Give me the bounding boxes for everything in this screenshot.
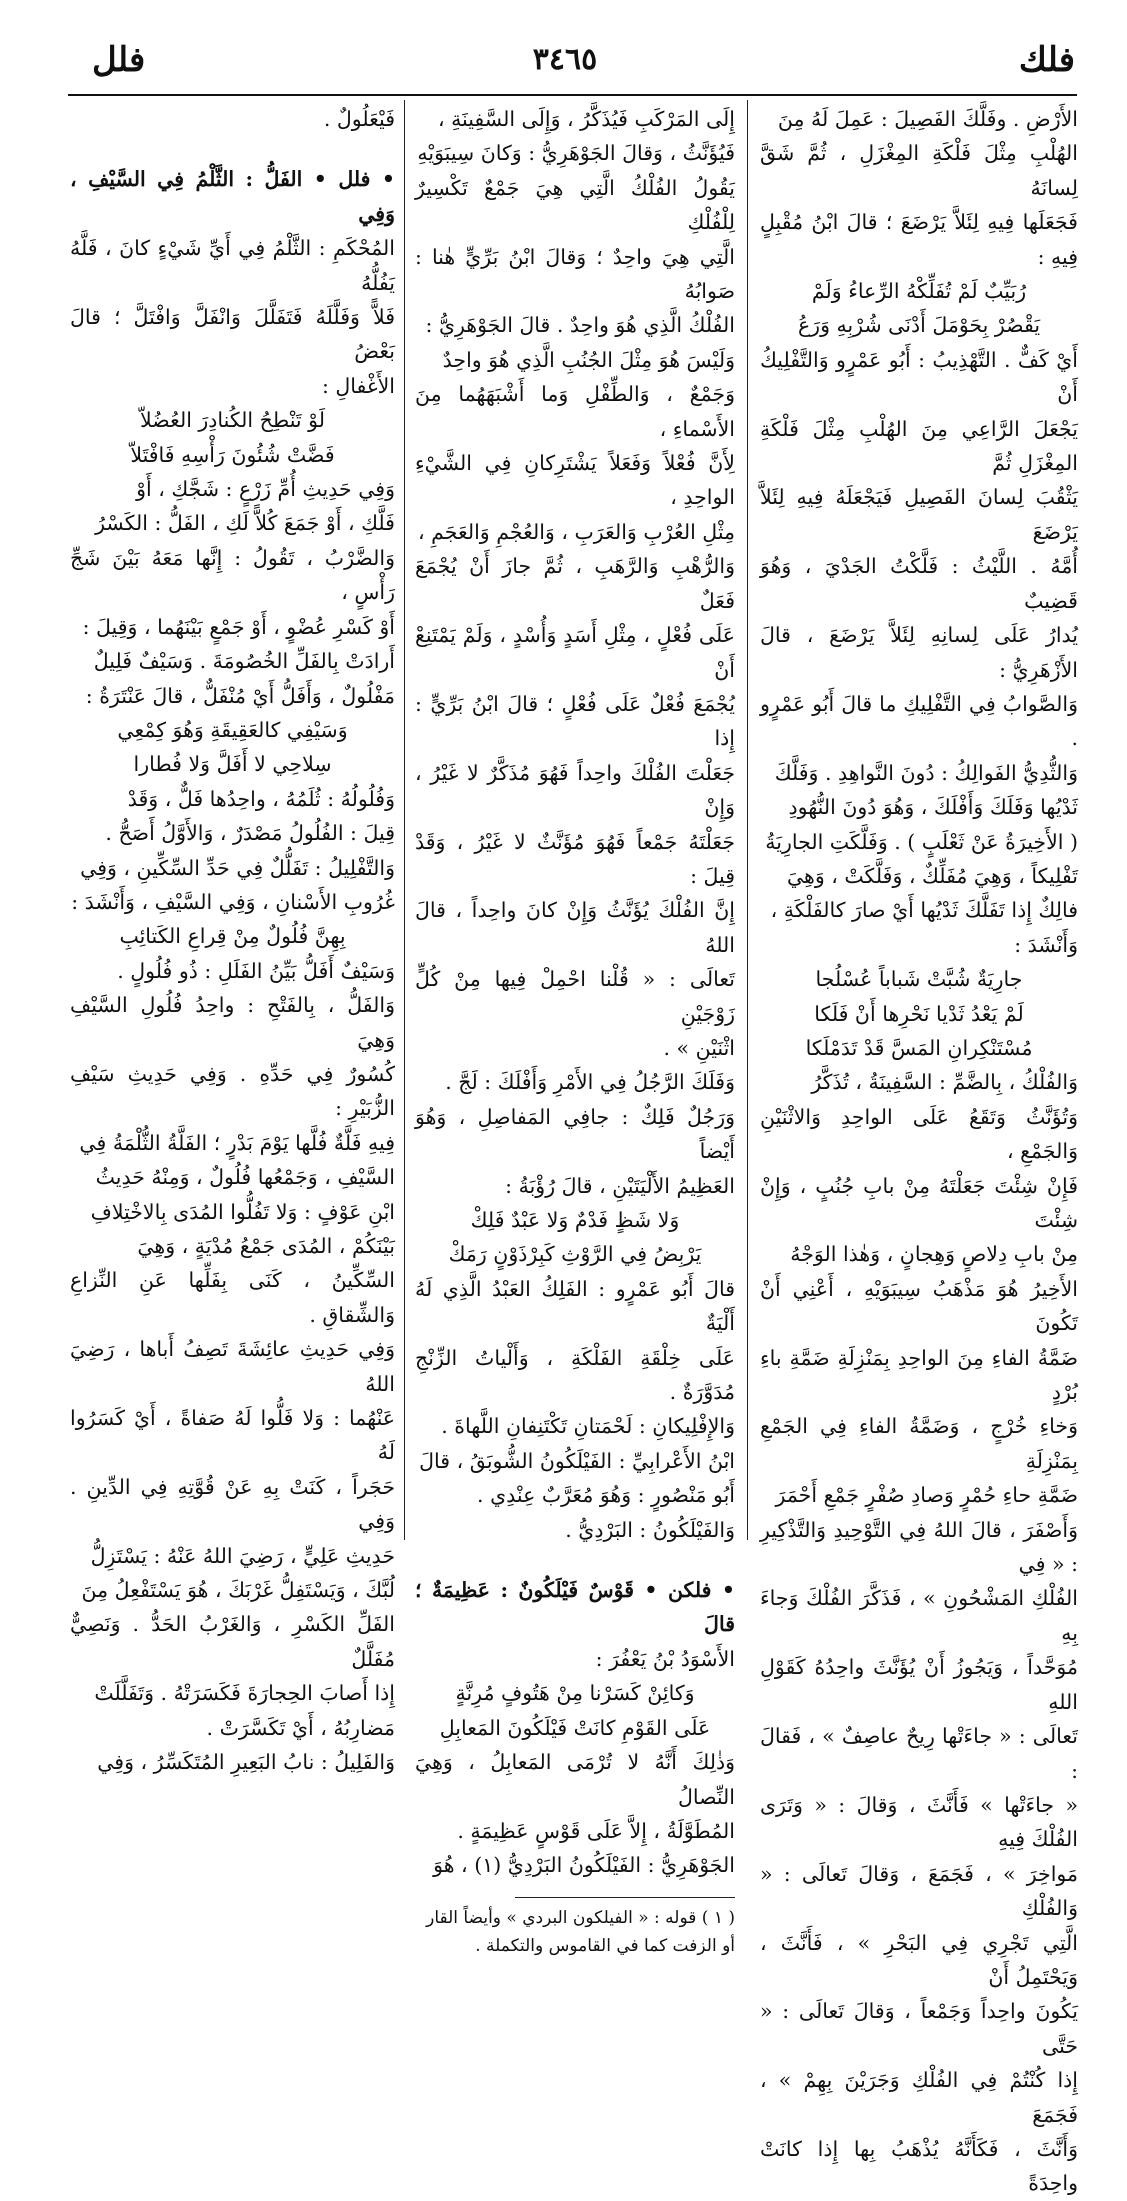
verse-line: سِلاحِي لا أَفَلَّ وَلا فُطارا bbox=[133, 752, 332, 777]
text-line: إِنَّ الفُلْكَ يُؤَنَّثُ وَإِنْ كانَ واحِداً ، قالَ اللهُ bbox=[415, 898, 735, 957]
footnote-rule bbox=[515, 1897, 735, 1898]
text-line: قالَ أَبُو عَمْرٍو : الفَلِكُ العَبْدُ الَّذِي لَهُ أَلْيَةٌ bbox=[415, 1276, 735, 1336]
text-line: مُوَحَّداً ، وَيَجُوزُ أَنْ يُؤَنَّثَ واحِدُهُ كَقَوْلِ اللهِ bbox=[760, 1655, 1078, 1714]
page-header bbox=[0, 30, 1127, 94]
text-line: الفُلْكُ الَّذِي هُوَ واحِدٌ . قالَ الجَوْهَرِيُّ : bbox=[425, 313, 735, 338]
text-line: لِأَنَّ فُعْلاً وَفَعَلاً يَشْتَرِكانِ فِي الشَّيْءِ الواحِدِ ، bbox=[415, 451, 735, 510]
text-line: حَجَراً ، كَنَتْ بِهِ عَنْ قُوَّتِهِ فِي الدِّينِ . وَفِي bbox=[70, 1474, 395, 1534]
text-line: ثَدْيُها وَفَلَكَ وَأَفْلَكَ ، وَهُوَ دُونَ النُّهُودِ bbox=[788, 795, 1078, 820]
verse-line: يَقْصُرْ بِحَوْمَلَ أَدْنَى شُرْبِهِ وَرَعُ bbox=[797, 313, 1041, 338]
text-line: « جاءَتْها » فَأَنَّثَ ، وَقالَ : « وَتَرَى الفُلْكَ فِيهِ bbox=[760, 1792, 1078, 1852]
text-line: عَنْهُما : وَلا فَلُّوا لَهُ صَفاةً ، أَيْ كَسَرُوا لَهُ bbox=[70, 1406, 395, 1465]
text-line: العَظِيمُ الأَلْيَتَيْنِ ، قالَ رُؤْبَةُ : bbox=[505, 1173, 735, 1198]
text-line: فالِكٌ إِذا تَفَلَّكَ ثَدْيُها أَيْ صارَ كالفَلْكَةِ ، bbox=[770, 898, 1078, 923]
entry-heading-line: • فلكن • قَوْسٌ فَيْلَكُونٌ : عَظِيمَةٌ ؛ قالَ bbox=[415, 1578, 735, 1637]
text-line: السَّيْفِ ، وَجَمْعُها فُلُولٌ ، وَمِنْهُ حَدِيثُ bbox=[95, 1165, 395, 1190]
text-line: حَدِيثِ عَلِيٍّ ، رَضِيَ اللهُ عَنْهُ : يَسْتَزِلُّ bbox=[90, 1543, 395, 1568]
text-line: وَجَمْعٌ ، وَالطِّفْلِ وَما أَشْبَهَهُما مِنَ الأَسْماءِ ، bbox=[415, 382, 735, 441]
text-line: جَعَلْتَ الفُلْكَ واحِداً فَهُوَ مُذَكَّرٌ لا غَيْرُ ، وَإِنْ bbox=[415, 760, 735, 820]
text-line: عَلَى فُعْلٍ ، مِثْلِ أَسَدٍ وَأُسْدٍ ، وَلَمْ يَمْتَنِعْ أَنْ bbox=[415, 623, 735, 682]
text-line: إِذا أَصابَ الحِجارَةَ فَكَسَرَتْهُ . وَتَفَلَّلَتْ bbox=[94, 1681, 395, 1706]
text-line: تَعالَى : « جاءَتْها رِيحٌ عاصِفٌ » ، فَقالَ : bbox=[760, 1724, 1078, 1783]
text-line: وَخاءِ خُرْجٍ ، وَضَمَّةُ الفاءِ فِي الجَمْعِ بِمَنْزِلَةِ bbox=[760, 1414, 1078, 1473]
text-line: وَأَصْفَرَ ، قالَ اللهُ فِي التَّوْحِيدِ وَالتَّذْكِيرِ : « فِي bbox=[760, 1517, 1078, 1577]
text-line: وَالتَّفْلِيلُ : تَفَلُّلٌ فِي حَدِّ السِّكِّينِ ، وَفِي bbox=[80, 855, 395, 880]
verse-line: لَمْ يَعْدُ ثَدْيا نَحْرِها أَنْ فَلَكا bbox=[814, 1001, 1024, 1026]
text-line: ضَمَّةُ الفاءِ مِنَ الواحِدِ بِمَنْزِلَةِ ضَمَّةِ باءِ بُرْدٍ bbox=[760, 1345, 1078, 1405]
text-line: فَيُؤَنَّثُ ، وَقالَ الجَوْهَرِيُّ : وَكانَ سِيبَوَيْهِ bbox=[417, 141, 735, 166]
text-line: الفَلِّ الكَسْرِ ، وَالغَرْبُ الحَدُّ . وَنَصِيٌّ مُفَلَّلٌ bbox=[70, 1612, 395, 1671]
text-line: وَالصَّوابُ فِي التَّفْلِيكِ ما قالَ أَبُو عَمْرٍو . bbox=[760, 691, 1078, 751]
text-line: فَلَّكِ ، أَوْ جَمَعَ كُلاًّ لَكِ ، الفَلُّ : الكَسْرُ bbox=[95, 511, 395, 536]
text-line: وَفِي حَدِيثِ أُمِّ زَرْعٍ : شَجَّكِ ، أَوْ bbox=[136, 477, 395, 502]
footnote-line: ( ١ ) قوله : « الفيلكون البردي » وأيضاً القار bbox=[426, 1907, 735, 1928]
text-line: أَرادَتْ بِالفَلِّ الخُصُومَةَ . وَسَيْفٌ فَلِيلٌ bbox=[93, 649, 395, 674]
column-right bbox=[760, 102, 1078, 2196]
text-line: وَالإِفْلِيكانِ : لَحْمَتانِ تَكْتَنِفانِ اللَّهاةَ . bbox=[441, 1414, 735, 1439]
text-line: أَيْ كَفٌّ . التَّهْذِيبُ : أَبُو عَمْرٍو وَالتَّفْلِيكُ أَنْ bbox=[760, 347, 1078, 407]
column-divider bbox=[747, 100, 748, 1540]
text-line: مِنْ بابِ دِلاصٍ وَهِجانٍ ، وَهٰذا الوَجْهُ bbox=[790, 1242, 1078, 1267]
text-line: يَثْقُبَ لِسانَ الفَصِيلِ فَيَجْعَلَهُ فِيهِ لِئَلاَّ يَرْضَعَ bbox=[760, 485, 1078, 544]
text-line: يَقُولُ الفُلْكُ الَّتِي هِيَ جَمْعٌ تَكْسِيرٌ لِلْفُلْكِ bbox=[415, 175, 735, 235]
text-line: يُدارُ عَلَى لِسانِهِ لِئَلاَّ يَرْضَعَ ، قالَ الأَزْهَرِيُّ : bbox=[760, 623, 1078, 682]
header-rule bbox=[68, 94, 1077, 96]
text-line: المُحْكَمِ : الثَّلْمُ فِي أَيِّ شَيْءٍ كانَ ، فَلَّهُ يَفُلُّهُ bbox=[70, 236, 395, 295]
text-line: الَّتِي هِيَ واحِدٌ ؛ وَقالَ ابْنُ بَرِّيٍّ هٰنا : صَوابُهُ bbox=[415, 244, 735, 304]
text-line: فَجَعَلَها فِيهِ لِئَلاَّ يَرْضَعَ ؛ قالَ ابْنُ مُقْبِلٍ فِيهِ : bbox=[760, 210, 1078, 269]
text-line: وَأَنْشَدَ : bbox=[1014, 932, 1078, 957]
text-line: غُرُوبِ الأَسْنانِ ، وَفِي السَّيْفِ ، وَأَنْشَدَ : bbox=[71, 889, 395, 914]
text-line: أَوْ كَسْرِ عُضْوٍ ، أَوْ جَمْعٍ بَيْنَهُما ، وَقِيلَ : bbox=[82, 614, 395, 639]
text-line: وَالفَيْلَكُونُ : البَرْدِيُّ . bbox=[565, 1517, 735, 1542]
text-line: الأَرْضِ . وفَلَّكَ الفَصِيلَ : عَمِلَ لَهُ مِنَ bbox=[777, 107, 1078, 131]
entry-gap bbox=[415, 1547, 735, 1573]
column-left bbox=[70, 102, 395, 1775]
text-line: ابْنُ الأَعْرابِيِّ : الفَيْلَكُونُ الشُّوبَقُ ، قالَ bbox=[419, 1448, 735, 1473]
text-line: وَذٰلِكَ أَنَّهُ لا تُرْمَى المَعابِلُ ، وَهِيَ النِّصالُ bbox=[415, 1750, 735, 1809]
text-line: وَالرُّهْبِ وَالرَّهَبِ ، ثُمَّ جازَ أَنْ يُجْمَعَ فَعَلٌ bbox=[415, 554, 735, 613]
text-line: مَضارِبُهُ ، أَيْ تَكَسَّرَتْ . bbox=[206, 1715, 395, 1740]
text-line: فَإِنْ شِئْتَ جَعَلْتَهُ مِنْ بابِ جُنُبٍ ، وَإِنْ شِئْتَ bbox=[760, 1173, 1078, 1232]
verse-line: وَلا شَظٍ فَدْمٌ وَلا عَبْدٌ فَلِكْ bbox=[470, 1208, 680, 1232]
entry-gap bbox=[70, 136, 395, 162]
text-line: وَالضَّرْبُ ، تَقُولُ : إِنَّها مَعَهُ بَيْنَ شَجِّ رَأْسٍ ، bbox=[70, 545, 395, 605]
text-line: وَفُلُولُهُ : ثُلَمُهُ ، واحِدُها فَلٌّ ، وَقَدْ bbox=[127, 786, 395, 811]
text-line: أُمَّهُ . اللَّيْثُ : فَلَّكْتُ الجَدْيَ ، وَهُوَ قَضِيبٌ bbox=[760, 554, 1078, 613]
text-line: مَفْلُولٌ ، وَأَفَلُّ أَيْ مُنْفَلٌّ ، قالَ عَنْتَرَةُ : bbox=[85, 683, 395, 708]
text-line: عَلَى خِلْقَةِ الفَلْكَةِ ، وَأَلْياتُ الزِّنْجِ مُدَوَّرَةٌ . bbox=[415, 1345, 735, 1405]
verse-line: عَلَى القَوْمِ كانَتْ فَيْلَكُونَ المَعابِلِ bbox=[439, 1715, 711, 1740]
column-middle bbox=[415, 102, 735, 1956]
verse-line: بِهِنَّ فُلُولٌ مِنْ قِراعِ الكَتائِبِ bbox=[119, 924, 346, 949]
column-divider bbox=[404, 100, 405, 1540]
text-line: يُجْمَعَ فُعْلٌ عَلَى فُعْلٍ ؛ قالَ ابْنُ بَرِّيٍّ : إِذا bbox=[415, 691, 735, 751]
text-line: الجَوْهَرِيُّ : الفَيْلَكُونُ البَرْدِيُّ (١) ، هُوَ bbox=[433, 1853, 735, 1878]
verse-line: فَضَّتْ شُئُونَ رَأْسِهِ فَافْتَلاّ bbox=[130, 442, 335, 467]
text-line: ابْنِ عَوْفٍ : وَلا تَفُلُّوا المُدَى بِالاخْتِلافِ bbox=[90, 1199, 395, 1224]
text-line: فَلاًّ وَفَلَّلَهُ فَتَفَلَّلَ وَانْفَلَّ وَافْتَلَّ ؛ قالَ بَعْضُ bbox=[70, 305, 395, 364]
text-line: وَسَيْفٌ أَفَلُّ بَيِّنُ الفَلَلِ : ذُو فُلُولٍ . bbox=[117, 958, 395, 983]
verse-line: جارِيَةٌ شُبَّتْ شَباباً عُسْلُجا bbox=[815, 967, 1023, 992]
verse-line: مُسْتَنْكِرانِ المَسَّ قَدْ تَدَمْلَكا bbox=[805, 1035, 1033, 1060]
verse-line: يَرْبِضُ فِي الرَّوْثِ كَبِرْذَوْنٍ رَمَكْ bbox=[448, 1242, 702, 1267]
text-line: الأَسْوَدُ بْنُ يَعْفُرَ : bbox=[595, 1646, 735, 1671]
text-line: وَفَلَكَ الرَّجُلُ فِي الأَمْرِ وَأَفْلَكَ : لَجَّ . bbox=[445, 1070, 735, 1095]
text-line: مِثْلِ العُرْبِ وَالعَرَبِ ، وَالعُجْمِ وَالعَجَمِ ، bbox=[417, 519, 735, 544]
text-line: يَجْعَلَ الرَّاعِي مِنَ الهُلْبِ مِثْلَ فَلْكَةِ المِغْزَلِ ثُمَّ bbox=[760, 416, 1078, 476]
text-line: وَلَيْسَ هُوَ مِثْلَ الجُنُبِ الَّذِي هُوَ واحِدٌ bbox=[442, 347, 735, 372]
text-line: الأَغْفالِ : bbox=[321, 373, 395, 398]
verse-line: لَوْ تَنْطِحُ الكُنادِرَ العُضُلاّ bbox=[140, 408, 325, 433]
text-line: إِلَى المَرْكَبِ فَيُذَكَّرُ ، وَإِلَى السَّفِينَةِ ، bbox=[437, 107, 735, 131]
verse-line: وَسَيْفِي كالعَقِيقَةِ وَهُوَ كِمْعِي bbox=[117, 717, 348, 742]
text-line: وَفِي حَدِيثِ عائِشَةَ تَصِفُ أَباها ، رَضِيَ اللهُ bbox=[70, 1337, 395, 1396]
verse-line: وَكائِنْ كَسَرْنا مِنْ هَتُوفٍ مُرِنَّةٍ bbox=[455, 1681, 695, 1706]
text-line: ضَمَّةِ حاءِ حُمْرٍ وَصادِ صُفْرٍ جَمْعِ أَحْمَرَ bbox=[775, 1483, 1078, 1508]
text-line: وَالثُّدِيُّ الفَوالِكُ : دُونَ النَّواهِدِ . وَفَلَّكَ bbox=[774, 760, 1078, 785]
text-line: المُطَوَّلَةُ ، إِلاَّ عَلَى قَوْسٍ عَظِيمَةٍ . bbox=[457, 1818, 735, 1843]
page-number: ٣٤٦٥ bbox=[532, 42, 598, 77]
text-line: بَيْنَكُمْ ، المُدَى جَمْعُ مُدْيَةٍ ، وَهِيَ bbox=[137, 1234, 395, 1258]
text-line: كُسُورٌ فِي حَدِّهِ . وَفِي حَدِيثِ سَيْفِ الزُّبَيْرِ : bbox=[70, 1061, 395, 1121]
text-line: لُبَّكَ ، وَيَسْتَفِلُّ غَرْبَكَ ، هُوَ يَسْتَفْعِلُ مِنَ bbox=[81, 1578, 395, 1603]
text-line: وَتُؤَنَّثُ وَتَقَعُ عَلَى الواحِدِ وَالاثْنَيْنِ وَالجَمْعِ ، bbox=[760, 1104, 1078, 1164]
text-line: وَالفَلُّ ، بِالفَتْحِ : واحِدُ فُلُولِ السَّيْفِ وَهِيَ bbox=[70, 993, 395, 1052]
text-line: أَبُو مَنْصُورٍ : وَهُوَ مُعَرَّبٌ عِنْدِي . bbox=[477, 1483, 735, 1508]
footnote-line: أو الزفت كما في القاموس والتكملة . bbox=[475, 1935, 735, 1956]
verse-line: رُبَيِّبٌ لَمْ تُفَلِّكْهُ الرِّعاءُ وَلَمْ bbox=[811, 279, 1027, 304]
text-line: ( الأَخِيرَةُ عَنْ ثَعْلَبٍ ) . وَفَلَّكَتِ الجارِيَةُ bbox=[765, 829, 1078, 854]
text-line: فِيهِ فَلَّةٌ فُلَّها يَوْمَ بَدْرٍ ؛ الفَلَّةُ الثُّلْمَةُ فِي bbox=[79, 1130, 395, 1155]
text-line: الفُلْكِ المَشْحُونِ » ، فَذَكَّرَ الفُلْكَ وَجاءَ بِهِ bbox=[760, 1586, 1078, 1645]
text-line: تَعالَى : « قُلْنا احْمِلْ فِيها مِنْ كُلٍّ زَوْجَيْنِ bbox=[415, 967, 735, 1026]
header-left-word: فلل bbox=[92, 40, 146, 80]
text-line: جَعَلْتَهُ جَمْعاً فَهُوَ مُؤَنَّثٌ لا غَيْرُ ، وَقَدْ قِيلَ : bbox=[415, 829, 735, 888]
header-right-word: فلك bbox=[1018, 40, 1075, 80]
text-line: الَّتِي تَجْرِي فِي البَحْرِ » ، فَأَنَّثَ ، وَيَحْتَمِلُ أَنْ bbox=[760, 1930, 1078, 1989]
text-line: الأَخِيرُ هُوَ مَذْهَبُ سِيبَوَيْهِ ، أَعْنِي أَنْ تَكُونَ bbox=[760, 1276, 1078, 1336]
text-line: الهُلْبِ مِثْلَ فَلْكَةِ المِغْزَلِ ، ثُمَّ شَقَّ لِسانَهُ bbox=[760, 141, 1078, 200]
text-line: إِذا كُنْتُمْ فِي الفُلْكِ وَجَرَيْنَ بِهِمْ » ، فَجَمَعَ bbox=[760, 2068, 1078, 2127]
text-line: السِّكِّينُ ، كَنَى بِفَلِّها عَنِ النِّزاعِ وَالشِّقاقِ . bbox=[70, 1268, 395, 1327]
entry-heading-line: • فلل • الفَلُّ : الثَّلْمُ فِي السَّيْفِ ، وَفِي bbox=[70, 167, 395, 226]
text-line: قِيلَ : الفُلُولُ مَصْدَرٌ ، وَالأَوَّلُ أَصَحُّ . bbox=[105, 821, 395, 846]
text-line: وَالفُلْكُ ، بِالضَّمِّ : السَّفِينَةُ ، تُذَكَّرُ bbox=[811, 1070, 1078, 1095]
text-line: وَأَنَّثَ ، فَكَأَنَّهُ يُذْهَبُ بِها إِذا كانَتْ واحِدَةً bbox=[760, 2136, 1078, 2196]
text-line: وَرَجُلٌ فَلِكٌ : جافِي المَفاصِلِ ، وَهُوَ أَيْضاً bbox=[415, 1104, 735, 1164]
text-line: وَالفَلِيلُ : نابُ البَعِيرِ المُتَكَسِّرُ ، وَفِي bbox=[97, 1750, 395, 1775]
text-line: فَيْعَلُولٌ . bbox=[323, 107, 395, 131]
text-line: اثْنَيْنِ » . bbox=[663, 1035, 735, 1060]
text-line: مَواخِرَ » ، فَجَمَعَ ، وَقالَ تَعالَى : « وَالفُلْكِ bbox=[760, 1861, 1078, 1921]
text-line: تَفْلِيكاً ، وَهِيَ مُفَلِّكٌ ، وَفَلَّكَتْ ، وَهِيَ bbox=[786, 863, 1078, 888]
text-line: يَكُونَ واحِداً وَجَمْعاً ، وَقالَ تَعالَى : « حَتَّى bbox=[760, 1999, 1078, 2058]
